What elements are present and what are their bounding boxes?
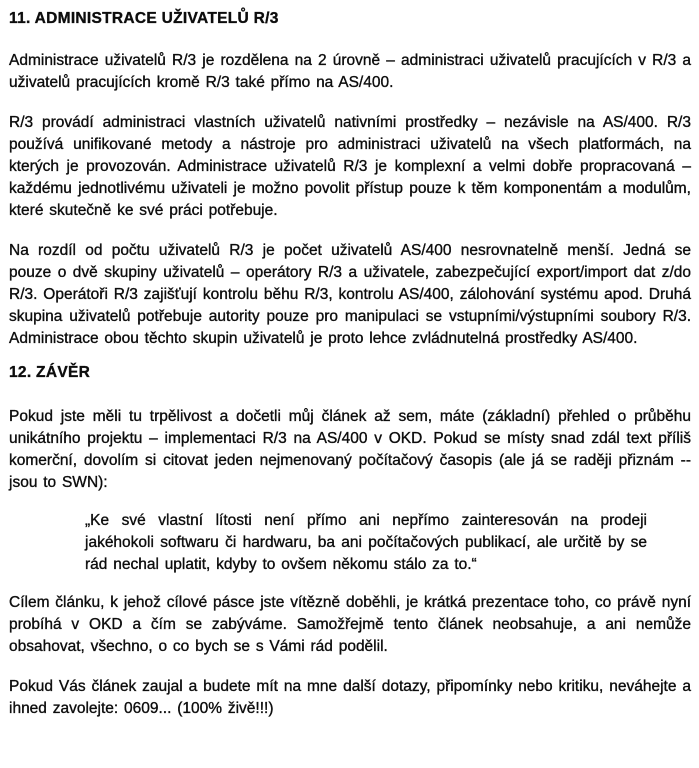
paragraph-r3-admin: R/3 provádí administraci vlastních uživatelů nativními prostředky – nezávisle na AS/400. R/3 používá unifikované metody a nástroje pro administraci uživatelů na všech platformách, na kterých je provozován. Administrace uživatelů R/3 je komplexní a velmi dobře propracovaná – každému jednotlivému uživateli je možno povolit přístup pouze k těm komponentám a modulům, které skutečně ke své práci potřebuje.	[9, 114, 691, 219]
paragraph-contact: Pokud Vás článek zaujal a budete mít na mne další dotazy, připomínky nebo kritiku, neváhejte a ihned zavolejte: 0609... (100% živě!!!)	[9, 678, 691, 717]
paragraph-admin-overview: Administrace uživatelů R/3 je rozdělena na 2 úrovně – administraci uživatelů pracujících v R/3 a uživatelů pracujících kromě R/3 také přímo na AS/400.	[9, 52, 691, 91]
paragraph-as400-users: Na rozdíl od počtu uživatelů R/3 je počet uživatelů AS/400 nesrovnatelně menší. Jedná se pouze o dvě skupiny uživatelů – operátory R/3 a uživatele, zabezpečující export/import dat z/do R/3. Operátoři R/3 zajišťují kontrolu běhu R/3, kontrolu AS/400, zálohování systému apod. Druhá skupina uživatelů potřebuje autority pouze pro manipulaci se vstupními/výstupními soubory R/3. Administrace obou těchto skupin uživatelů je proto lehce zvládnutelná prostředky AS/400.	[9, 242, 691, 347]
paragraph-conclusion-intro: Pokud jste měli tu trpělivost a dočetli můj článek až sem, máte (základní) přehled o průběhu unikátního projektu – implementaci R/3 na AS/400 v OKD. Pokud se místy snad zdál text příliš komerční, dovolím si citovat jeden nejmenovaný počítačový časopis (ale já se raději přiznám -- jsou to SWN):	[9, 408, 691, 491]
blockquote-magazine-citation: „Ke své vlastní lítosti není přímo ani nepřímo zainteresován na prodeji jakéhokoli softwaru či hardwaru, ba ani počítačových publikací, ale určitě by se rád nechal uplatit, kdyby to ovšem někomu stálo za to.“	[85, 512, 647, 573]
paragraph-article-goal: Cílem článku, k jehož cílové pásce jste vítězně doběhli, je krátká prezentace toho, co právě nyní probíhá v OKD a čím se zabýváme. Samožřejmě tento článek neobsahuje, a ani nemůže obsahovat, všechno, o co bych se s Vámi rád podělil.	[9, 594, 691, 655]
section-12-heading: 12. ZÁVĚR	[9, 364, 91, 381]
section-11-heading: 11. ADMINISTRACE UŽIVATELŮ R/3	[9, 10, 279, 27]
